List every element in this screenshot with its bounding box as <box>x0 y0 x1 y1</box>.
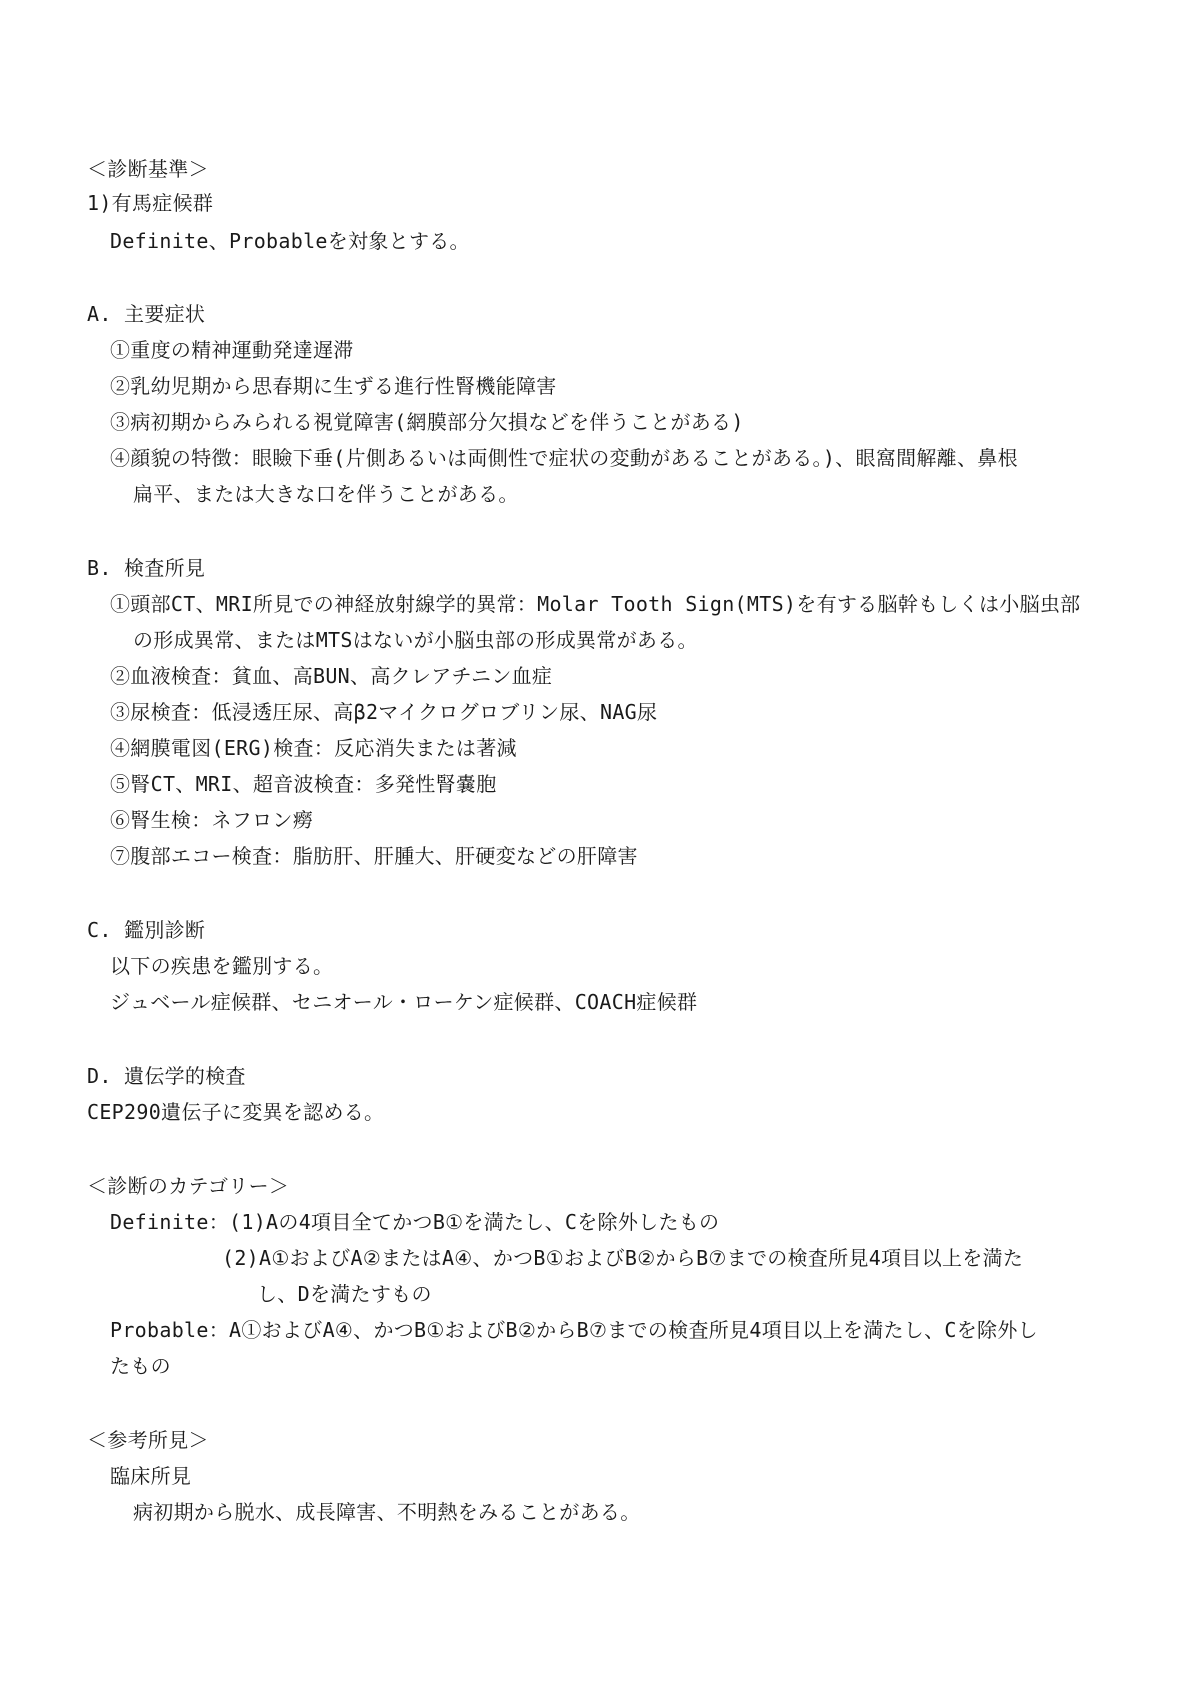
category-definite-1: Definite：(1)Aの4項目全てかつB①を満たし、Cを除外したもの <box>110 1210 720 1234</box>
section-b-item: ⑥腎生検：ネフロン癆 <box>110 808 313 832</box>
section-d-heading: D. 遺伝学的検査 <box>87 1064 246 1088</box>
section-a-heading: A. 主要症状 <box>87 302 206 326</box>
section-b-item: ①頭部CT、MRI所見での神経放射線学的異常：Molar Tooth Sign(MTS)を有する脳幹もしくは小脳虫部 <box>110 592 1081 616</box>
section-b-item: ⑤腎CT、MRI、超音波検査：多発性腎嚢胞 <box>110 772 497 796</box>
section-b-item: ⑦腹部エコー検査：脂肪肝、肝腫大、肝硬変などの肝障害 <box>110 844 638 868</box>
section-b-item-continued: の形成異常、またはMTSはないが小脳虫部の形成異常がある。 <box>133 628 698 652</box>
section-a-item-continued: 扁平、または大きな口を伴うことがある。 <box>133 482 519 506</box>
criteria-heading: ＜診断基準＞ <box>87 157 209 181</box>
reference-heading: ＜参考所見＞ <box>87 1428 209 1452</box>
category-probable-continued: たもの <box>110 1354 171 1378</box>
section-c-heading: C. 鑑別診断 <box>87 918 206 942</box>
section-b-item: ②血液検査：貧血、高BUN、高クレアチニン血症 <box>110 664 553 688</box>
reference-subheading: 臨床所見 <box>110 1464 192 1488</box>
section-a-item: ③病初期からみられる視覚障害(網膜部分欠損などを伴うことがある) <box>110 410 744 434</box>
section-b-heading: B. 検査所見 <box>87 556 206 580</box>
section-b-item: ③尿検査：低浸透圧尿、高β2マイクログロブリン尿、NAG尿 <box>110 700 658 724</box>
section-d-text: CEP290遺伝子に変異を認める。 <box>87 1100 385 1124</box>
section-c-text: 以下の疾患を鑑別する。 <box>110 954 334 978</box>
section-b-item: ④網膜電図(ERG)検査：反応消失または著減 <box>110 736 517 760</box>
category-definite-2-continued: し、Dを満たすもの <box>257 1282 432 1306</box>
section-c-text: ジュベール症候群、セニオール・ローケン症候群、COACH症候群 <box>110 990 698 1014</box>
section-a-item: ①重度の精神運動発達遅滞 <box>110 338 354 362</box>
category-heading: ＜診断のカテゴリー＞ <box>87 1174 290 1198</box>
disease-title: 1)有馬症候群 <box>87 191 214 215</box>
target-text: Definite、Probableを対象とする。 <box>110 229 470 253</box>
reference-text: 病初期から脱水、成長障害、不明熱をみることがある。 <box>133 1500 641 1524</box>
category-probable: Probable：A①およびA④、かつB①およびB②からB⑦までの検査所見4項目以上を満たし、Cを除外し <box>110 1318 1038 1342</box>
section-a-item: ②乳幼児期から思春期に生ずる進行性腎機能障害 <box>110 374 557 398</box>
section-a-item: ④顔貌の特徴：眼瞼下垂(片側あるいは両側性で症状の変動があることがある。)、眼窩間解離、鼻根 <box>110 446 1018 470</box>
category-definite-2: (2)A①およびA②またはA④、かつB①およびB②からB⑦までの検査所見4項目以上を満た <box>222 1246 1024 1270</box>
